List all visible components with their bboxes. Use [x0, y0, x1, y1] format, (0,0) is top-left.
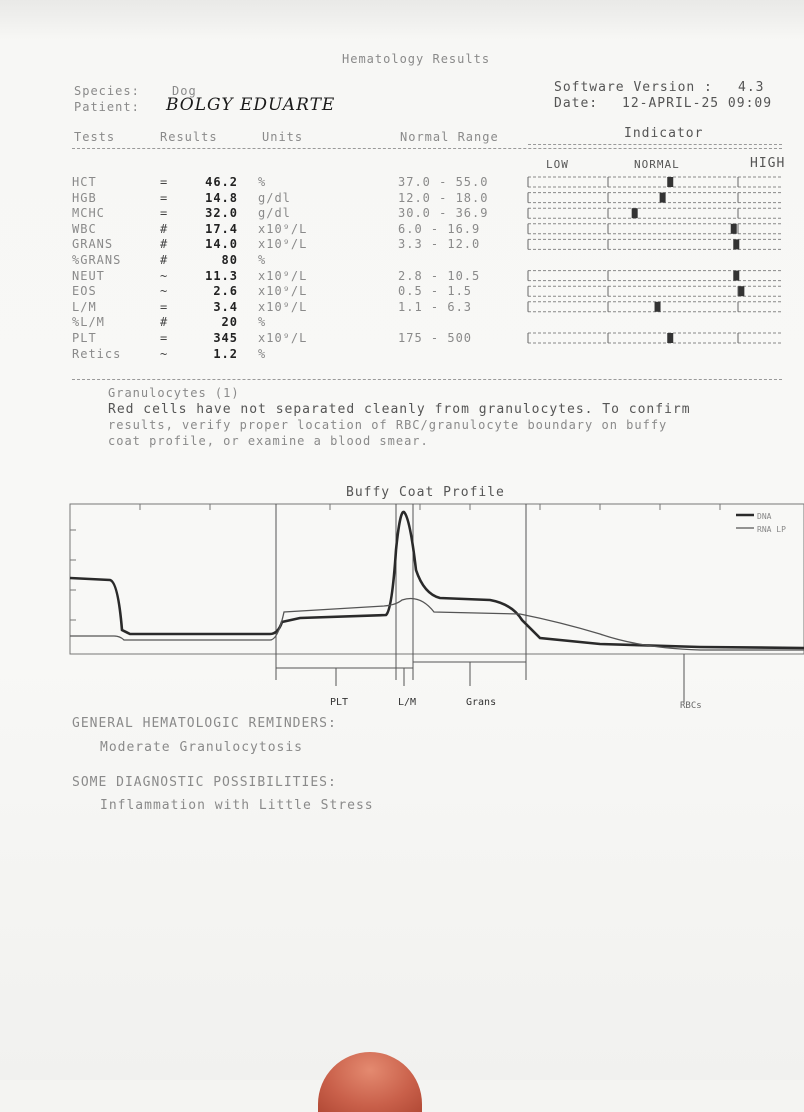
result-unit: %: [258, 346, 267, 361]
date-value: 12-APRIL-25 09:09: [622, 96, 773, 111]
result-value: 17.4: [205, 221, 238, 236]
result-flag: =: [160, 299, 169, 314]
test-name: WBC: [72, 221, 97, 236]
label-plt: PLT: [330, 697, 349, 708]
indicator-normal: NORMAL: [634, 158, 680, 171]
thumb-photo: [318, 1052, 422, 1112]
result-unit: g/dl: [258, 190, 291, 205]
diagnostics-item: Inflammation with Little Stress: [100, 798, 374, 813]
legend-rna: RNA LP: [757, 525, 786, 534]
col-normal-range: Normal Range: [400, 130, 499, 144]
test-name: EOS: [72, 284, 97, 299]
test-name: %GRANS: [72, 253, 122, 267]
reminders-title: GENERAL HEMATOLOGIC REMINDERS:: [72, 716, 337, 731]
indicator-high: HIGH: [750, 156, 786, 171]
test-name: PLT: [72, 331, 97, 345]
normal-range: 37.0 - 55.0: [398, 175, 489, 189]
indicator-bar: [528, 208, 782, 218]
col-results: Results: [160, 130, 218, 144]
result-unit: x10⁹/L: [258, 299, 308, 314]
result-unit: %: [258, 253, 267, 267]
indicator-marker: [655, 302, 661, 312]
patient-name-handwritten: BOLGY EDUARTE: [166, 95, 336, 115]
result-unit: x10⁹/L: [258, 268, 308, 283]
result-flag: =: [160, 331, 169, 345]
indicator-marker: [667, 177, 673, 187]
col-tests: Tests: [74, 130, 116, 144]
result-value: 1.2: [213, 346, 238, 361]
note-line-1: Red cells have not separated cleanly from granulocytes. To confirm: [108, 402, 691, 417]
note-line-3: coat profile, or examine a blood smear.: [108, 434, 429, 448]
indicator-bar: [528, 333, 782, 343]
result-value: 2.6: [213, 284, 238, 299]
indicator-bar: [528, 286, 782, 296]
indicator-marker: [738, 286, 744, 296]
note-title: Granulocytes (1): [108, 386, 240, 400]
result-flag: #: [160, 315, 169, 330]
result-value: 32.0: [205, 206, 238, 221]
result-unit: x10⁹/L: [258, 237, 308, 252]
result-value: 14.8: [205, 190, 238, 205]
test-name: NEUT: [72, 268, 105, 283]
result-value: 14.0: [205, 237, 238, 252]
rna-lp-curve: [70, 599, 804, 651]
top-ticks: [140, 504, 720, 510]
indicator-bars: [0, 0, 804, 380]
software-value: 4.3: [738, 80, 765, 95]
left-ticks: [70, 530, 76, 620]
result-flag: #: [160, 237, 169, 252]
test-name: %L/M: [72, 315, 105, 330]
chart-frame: [70, 504, 804, 654]
diagnostics-title: SOME DIAGNOSTIC POSSIBILITIES:: [72, 775, 337, 790]
result-value: 80: [221, 253, 238, 267]
report-title: Hematology Results: [342, 52, 491, 66]
chart-legend: [736, 512, 786, 534]
normal-range: 12.0 - 18.0: [398, 190, 489, 205]
result-unit: x10⁹/L: [258, 284, 308, 299]
normal-range: 30.0 - 36.9: [398, 206, 489, 221]
result-unit: %: [258, 175, 267, 189]
result-unit: x10⁹/L: [258, 331, 308, 345]
region-brackets: [276, 662, 526, 686]
normal-range: 6.0 - 16.9: [398, 221, 481, 236]
dna-curve: [70, 512, 804, 648]
test-name: MCHC: [72, 206, 105, 221]
indicator-bar: [528, 224, 782, 234]
normal-range: 0.5 - 1.5: [398, 284, 473, 299]
normal-range: 1.1 - 6.3: [398, 299, 473, 314]
date-label: Date:: [554, 96, 599, 111]
label-lm: L/M: [398, 697, 417, 708]
result-flag: #: [160, 253, 169, 267]
patient-label: Patient:: [74, 100, 140, 114]
indicator-marker: [733, 271, 739, 281]
test-name: Retics: [72, 346, 122, 361]
result-unit: g/dl: [258, 206, 291, 221]
result-flag: ~: [160, 284, 169, 299]
reminders-item: Moderate Granulocytosis: [100, 740, 304, 755]
indicator-marker: [632, 208, 638, 218]
col-indicator: Indicator: [624, 126, 704, 141]
result-unit: %: [258, 315, 267, 330]
result-value: 3.4: [213, 299, 238, 314]
result-flag: ~: [160, 268, 169, 283]
indicator-marker: [660, 193, 666, 203]
indicator-bar: [528, 271, 782, 281]
label-grans: Grans: [466, 697, 497, 708]
result-flag: =: [160, 206, 169, 221]
test-name: HCT: [72, 175, 97, 189]
result-value: 20: [221, 315, 238, 330]
indicator-bar: [528, 193, 782, 203]
species-value: Dog: [172, 84, 197, 98]
result-flag: =: [160, 190, 169, 205]
result-flag: #: [160, 221, 169, 236]
indicator-bar: [528, 239, 782, 249]
profile-title: Buffy Coat Profile: [346, 485, 505, 500]
normal-range: 175 - 500: [398, 331, 473, 345]
col-units: Units: [262, 130, 304, 144]
label-rbcs: RBCs: [680, 701, 702, 711]
note-line-2: results, verify proper location of RBC/granulocyte boundary on buffy: [108, 418, 668, 432]
test-name: HGB: [72, 190, 97, 205]
normal-range: 2.8 - 10.5: [398, 268, 481, 283]
result-value: 11.3: [205, 268, 238, 283]
result-unit: x10⁹/L: [258, 221, 308, 236]
result-flag: =: [160, 175, 169, 189]
boundary-lines: [276, 504, 684, 702]
indicator-marker: [667, 333, 673, 343]
indicator-marker: [731, 224, 737, 234]
indicator-bar: [528, 177, 782, 187]
buffy-coat-chart: [0, 490, 804, 715]
result-value: 345: [213, 331, 238, 345]
indicator-marker: [733, 239, 739, 249]
result-flag: ~: [160, 346, 169, 361]
results-bottom-rule: [72, 379, 782, 380]
test-name: GRANS: [72, 237, 114, 252]
normal-range: 3.3 - 12.0: [398, 237, 481, 252]
software-label: Software Version :: [554, 80, 713, 95]
test-name: L/M: [72, 299, 97, 314]
legend-dna: DNA: [757, 512, 772, 521]
species-label: Species:: [74, 84, 140, 98]
result-value: 46.2: [205, 175, 238, 189]
indicator-low: LOW: [546, 158, 569, 171]
indicator-bar: [528, 302, 782, 312]
